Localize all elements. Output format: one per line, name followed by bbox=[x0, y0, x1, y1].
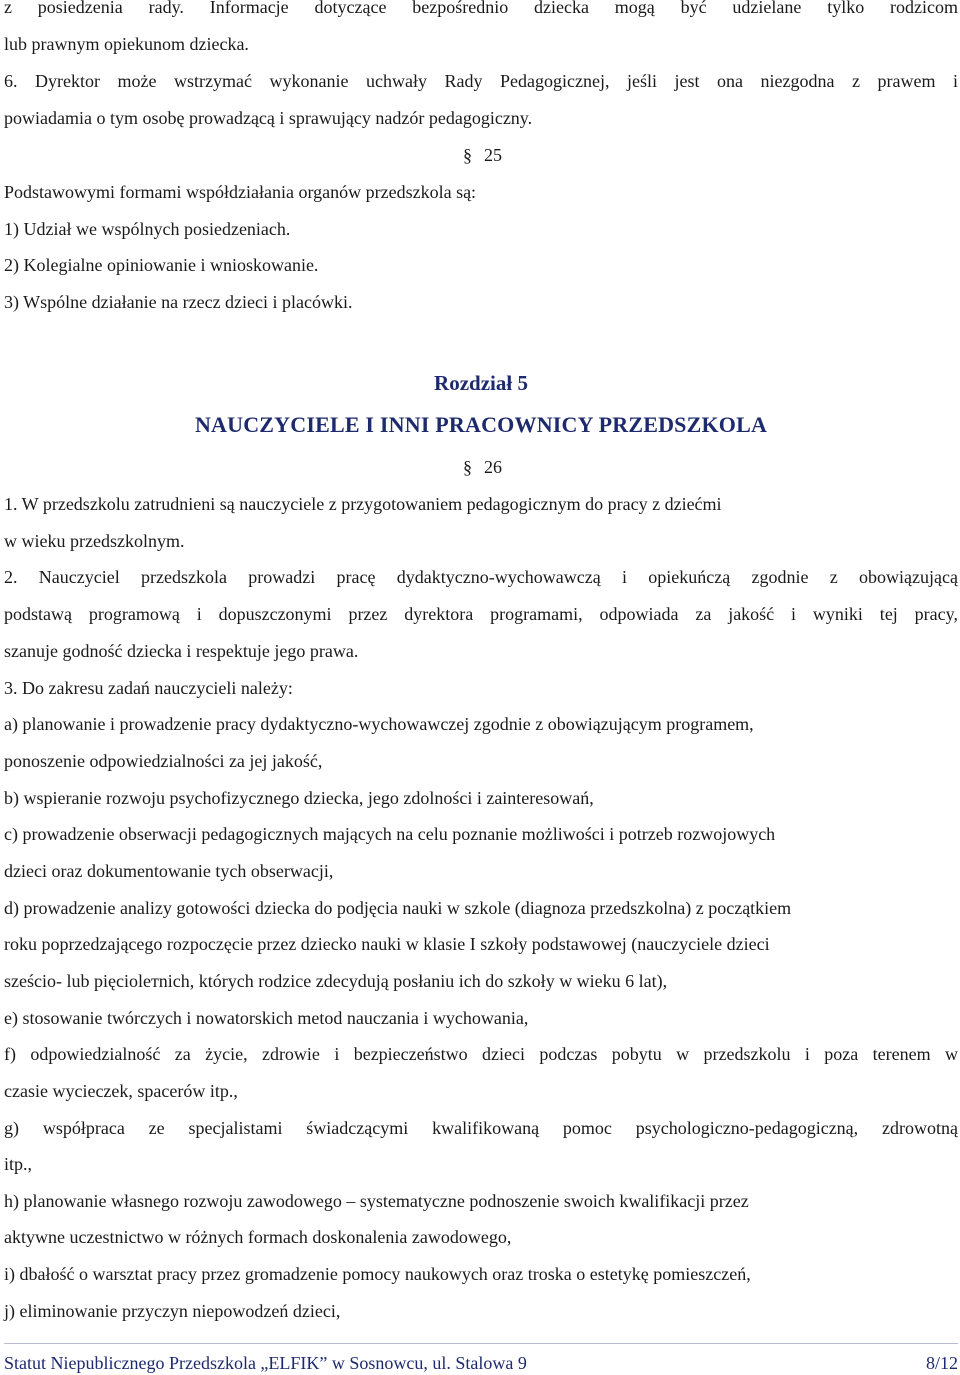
text-line: podstawą programową i dopuszczonymi przez dyrektora programami, odpowiada za jakość i wyniki tej pracy, bbox=[4, 604, 958, 624]
list-item: a) planowanie i prowadzenie pracy dydaktyczno-wychowawczej zgodnie z obowiązującym programem, bbox=[4, 714, 754, 734]
list-item: j) eliminowanie przyczyn niepowodzeń dzieci, bbox=[4, 1301, 341, 1321]
document-page bbox=[4, 0, 958, 1375]
chapter-label: Rozdział 5 bbox=[434, 371, 528, 395]
text-line: 6. Dyrektor może wstrzymać wykonanie uchwały Rady Pedagogicznej, jeśli jest ona niezgodna z prawem i bbox=[4, 71, 958, 91]
section-number: 25 bbox=[484, 145, 502, 165]
list-item: 3) Wspólne działanie na rzecz dzieci i placówki. bbox=[4, 292, 353, 312]
section-heading-25 bbox=[463, 144, 502, 166]
list-item: i) dbałość o warsztat pracy przez gromadzenie pomocy naukowych oraz troska o estetykę pomieszczeń, bbox=[4, 1264, 751, 1284]
text-line: szanuje godność dziecka i respektuje jego prawa. bbox=[4, 641, 359, 661]
section-number: 26 bbox=[484, 457, 502, 477]
list-item: sześcio- lub pięciolетnich, których rodzice zdecydują posłaniu ich do szkoły w wieku 6 lat), bbox=[4, 971, 668, 991]
section-heading-26 bbox=[463, 456, 502, 478]
list-item: c) prowadzenie obserwacji pedagogicznych mających na celu poznanie możliwości i potrzeb rozwojowych bbox=[4, 824, 776, 844]
list-item: ponoszenie odpowiedzialności za jej jakość, bbox=[4, 751, 323, 771]
list-item: e) stosowanie twórczych i nowatorskich metod nauczania i wychowania, bbox=[4, 1008, 529, 1028]
chapter-title: NAUCZYCIELE I INNI PRACOWNICY PRZEDSZKOLA bbox=[194, 412, 768, 437]
text-line: 3. Do zakresu zadań nauczycieli należy: bbox=[4, 678, 293, 698]
text-line: 1. W przedszkolu zatrudnieni są nauczyciele z przygotowaniem pedagogicznym do pracy z dziećmi bbox=[4, 494, 722, 514]
text-line: w wieku przedszkolnym. bbox=[4, 531, 185, 551]
list-item: czasie wycieczek, spacerów itp., bbox=[4, 1081, 238, 1101]
list-item: itp., bbox=[4, 1154, 33, 1174]
list-item: 1) Udział we wspólnych posiedzeniach. bbox=[4, 219, 291, 239]
list-item: g) współpraca ze specjalistami świadczącymi kwalifikowaną pomoc psychologiczno-pedagogiczną, zdrowotną bbox=[4, 1118, 958, 1138]
text-line: z posiedzenia rady. Informacje dotyczące bezpośrednio dziecka mogą być udzielane tylko rodzicom bbox=[4, 0, 958, 17]
section-mark: § bbox=[463, 145, 472, 165]
list-item: b) wspieranie rozwoju psychofizycznego dziecka, jego zdolności i zainteresowań, bbox=[4, 788, 594, 808]
footer-title: Statut Niepublicznego Przedszkola „ELFIK” w Sosnowcu, ul. Stalowa 9 bbox=[4, 1353, 527, 1373]
section-mark: § bbox=[463, 457, 472, 477]
text-line: powiadamia o tym osobę prowadzącą i sprawujący nadzór pedagogiczny. bbox=[4, 108, 533, 128]
list-item: f) odpowiedzialność za życie, zdrowie i bezpieczeństwo dzieci podczas pobytu w przedszkolu i poza terenem w bbox=[4, 1044, 958, 1064]
list-item: dzieci oraz dokumentowanie tych obserwacji, bbox=[4, 861, 334, 881]
section-intro: Podstawowymi formami współdziałania organów przedszkola są: bbox=[4, 182, 477, 202]
list-item: roku poprzedzającego rozpoczęcie przez dziecko nauki w klasie I szkoły podstawowej (nauczyciele dzieci bbox=[4, 934, 770, 954]
page-number: 8/12 bbox=[925, 1353, 958, 1373]
list-item: h) planowanie własnego rozwoju zawodowego – systematyczne podnoszenie swoich kwalifikacji przez bbox=[4, 1191, 749, 1211]
footer-divider bbox=[4, 1343, 958, 1344]
text-line: lub prawnym opiekunom dziecka. bbox=[4, 34, 249, 54]
list-item: 2) Kolegialne opiniowanie i wnioskowanie. bbox=[4, 255, 319, 275]
text-line: 2. Nauczyciel przedszkola prowadzi pracę dydaktyczno-wychowawczą i opiekuńczą zgodnie z obowiązującą bbox=[4, 567, 958, 587]
list-item: aktywne uczestnictwo w różnych formach doskonalenia zawodowego, bbox=[4, 1227, 512, 1247]
list-item: d) prowadzenie analizy gotowości dziecka do podjęcia nauki w szkole (diagnoza przedszkolna) z początkiem bbox=[4, 898, 792, 918]
